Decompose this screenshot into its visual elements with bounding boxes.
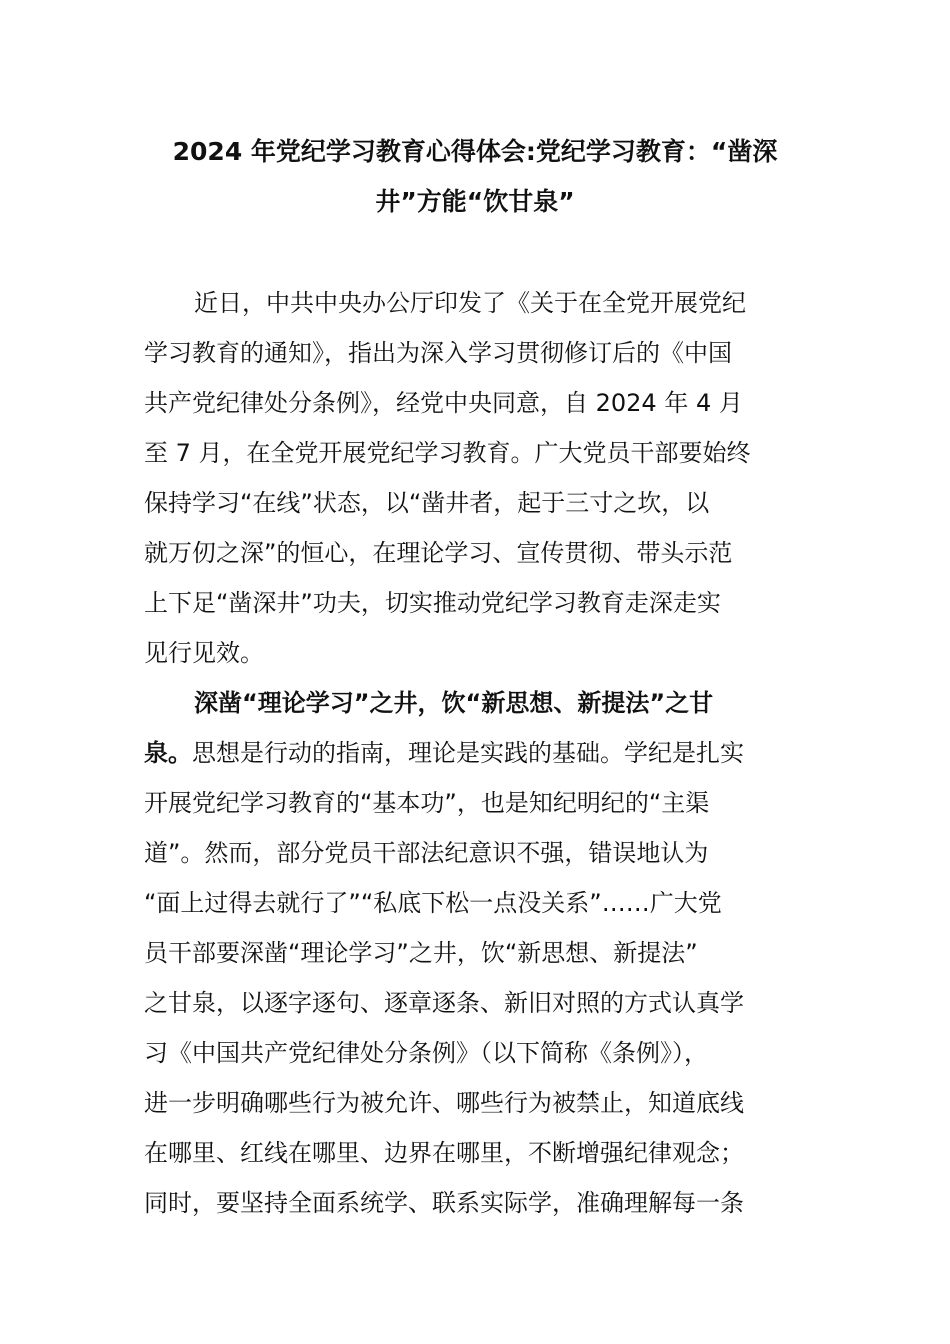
document-body	[144, 278, 809, 1228]
paragraph-2-heading: 深凿“理论学习”之井，饮“新思想、新提法”之甘	[194, 689, 714, 717]
paragraph-2-line: 习《中国共产党纪律处分条例》（以下简称《条例》），	[144, 1039, 708, 1067]
paragraph-2-line: 之甘泉，以逐字逐句、逐章逐条、新旧对照的方式认真学	[144, 989, 744, 1017]
paragraph-2-heading-end: 泉。	[144, 739, 192, 767]
paragraph-1-line: 学习教育的通知》，指出为深入学习贯彻修订后的《中国	[144, 339, 732, 367]
paragraph-1-line: 共产党纪律处分条例》，经党中央同意，自 2024 年 4 月	[144, 389, 743, 417]
paragraph-2-line: 道”。然而，部分党员干部法纪意识不强，错误地认为	[144, 839, 709, 867]
paragraph-2-line: 开展党纪学习教育的“基本功”，也是知纪明纪的“主渠	[144, 789, 710, 817]
paragraph-1-line: 至 7 月，在全党开展党纪学习教育。广大党员干部要始终	[144, 439, 751, 467]
paragraph-2-line: 进一步明确哪些行为被允许、哪些行为被禁止，知道底线	[144, 1089, 744, 1117]
paragraph-1-line: 保持学习“在线”状态，以“凿井者，起于三寸之坎，以	[144, 489, 710, 517]
paragraph-1-line: 见行见效。	[144, 639, 264, 667]
title-line-1: 2024 年党纪学习教育心得体会:党纪学习教育：“凿深	[172, 137, 778, 166]
paragraph-2-line: 在哪里、红线在哪里、边界在哪里，不断增强纪律观念；	[144, 1139, 744, 1167]
document-title	[150, 127, 800, 227]
title-line-2: 井”方能“饮甘泉”	[375, 187, 575, 216]
paragraph-2-line: 同时，要坚持全面系统学、联系实际学，准确理解每一条	[144, 1189, 744, 1217]
paragraph-1-line: 上下足“凿深井”功夫，切实推动党纪学习教育走深走实	[144, 589, 721, 617]
paragraph-1-line: 就万仞之深”的恒心，在理论学习、宣传贯彻、带头示范	[144, 539, 733, 567]
paragraph-2-line-text: 思想是行动的指南，理论是实践的基础。学纪是扎实	[192, 739, 744, 767]
paragraph-2-line	[144, 728, 809, 778]
paragraph-1-line: 近日，中共中央办公厅印发了《关于在全党开展党纪	[194, 289, 746, 317]
paragraph-2-line: 员干部要深凿“理论学习”之井，饮“新思想、新提法”	[144, 939, 698, 967]
paragraph-2-line: “面上过得去就行了”“私底下松一点没关系”……广大党	[144, 889, 722, 917]
